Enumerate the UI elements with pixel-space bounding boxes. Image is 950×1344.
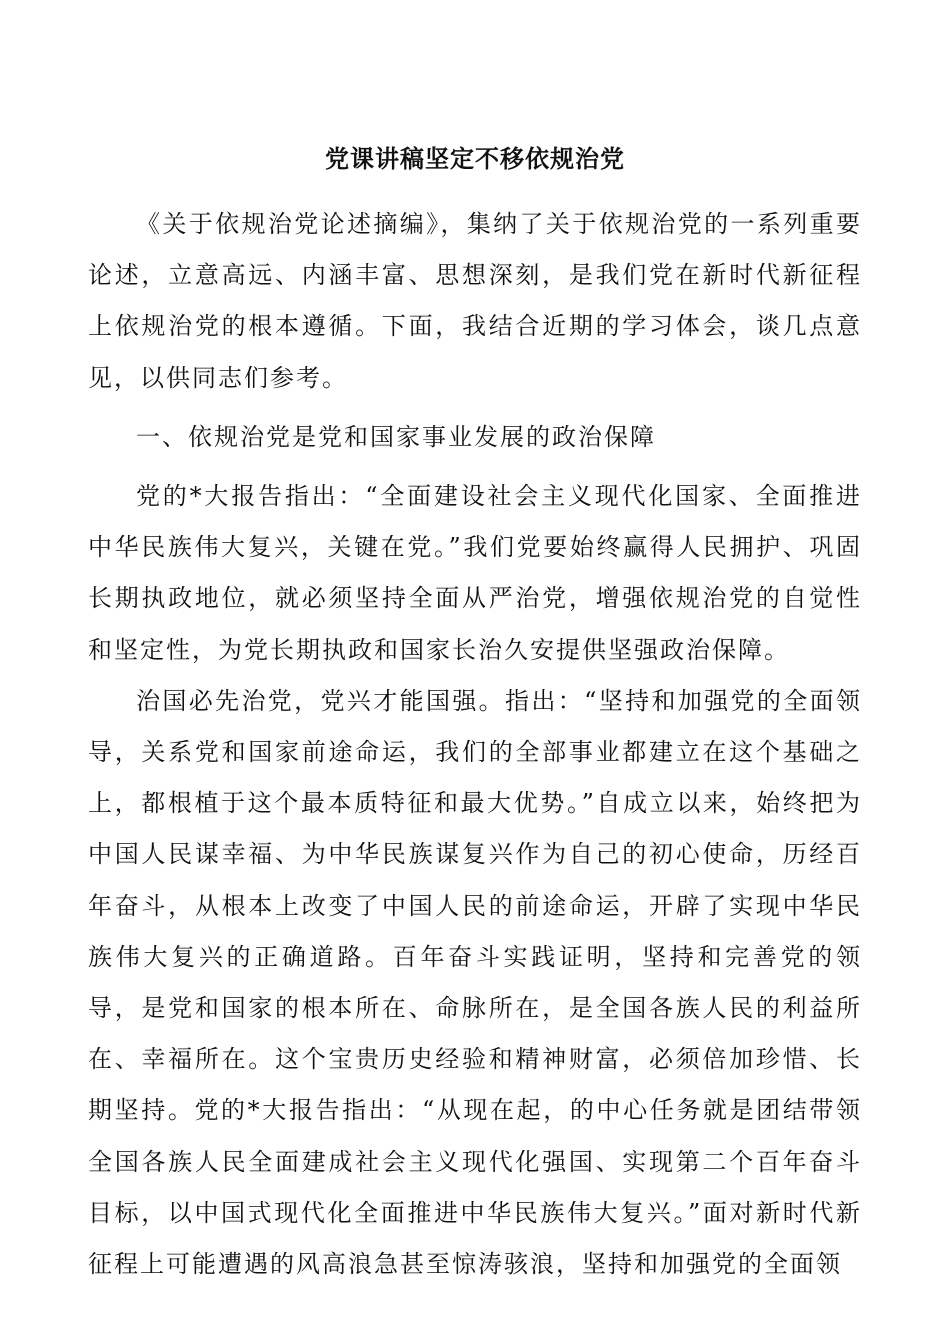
section-heading: 一、依规治党是党和国家事业发展的政治保障 — [136, 422, 656, 451]
body-paragraph: 党的*大报告指出：“全面建设社会主义现代化国家、全面推进中华民族伟大复兴，关键在党。”我们党要始终赢得人民拥护、巩固长期执政地位，就必须坚持全面从严治党，增强依规治党的自觉性和坚定性，为党长期执政和国家长治久安提供坚强政治保障。 — [88, 482, 862, 664]
body-paragraph: 治国必先治党，党兴才能国强。指出：“坚持和加强党的全面领导，关系党和国家前途命运，我们的全部事业都建立在这个基础之上，都根植于这个最本质特征和最大优势。”自成立以来，始终把为中国人民谋幸福、为中华民族谋复兴作为自己的初心使命，历经百年奋斗，从根本上改变了中国人民的前途命运，开辟了实现中华民族伟大复兴的正确道路。百年奋斗实践证明，坚持和完善党的领导，是党和国家的根本所在、命脉所在，是全国各族人民的利益所在、幸福所在。这个宝贵历史经验和精神财富，必须倍加珍惜、长期坚持。党的*大报告指出：“从现在起，的中心任务就是团结带领全国各族人民全面建成社会主义现代化强国、实现第二个百年奋斗目标，以中国式现代化全面推进中华民族伟大复兴。”面对新时代新征程上可能遭遇的风高浪急甚至惊涛骇浪，坚持和加强党的全面领 — [88, 686, 862, 1279]
document-title: 党课讲稿坚定不移依规治党 — [325, 145, 625, 173]
intro-paragraph: 《关于依规治党论述摘编》，集纳了关于依规治党的一系列重要论述，立意高远、内涵丰富、思想深刻，是我们党在新时代新征程上依规治党的根本遵循。下面，我结合近期的学习体会，谈几点意见，以供同志们参考。 — [88, 210, 862, 392]
